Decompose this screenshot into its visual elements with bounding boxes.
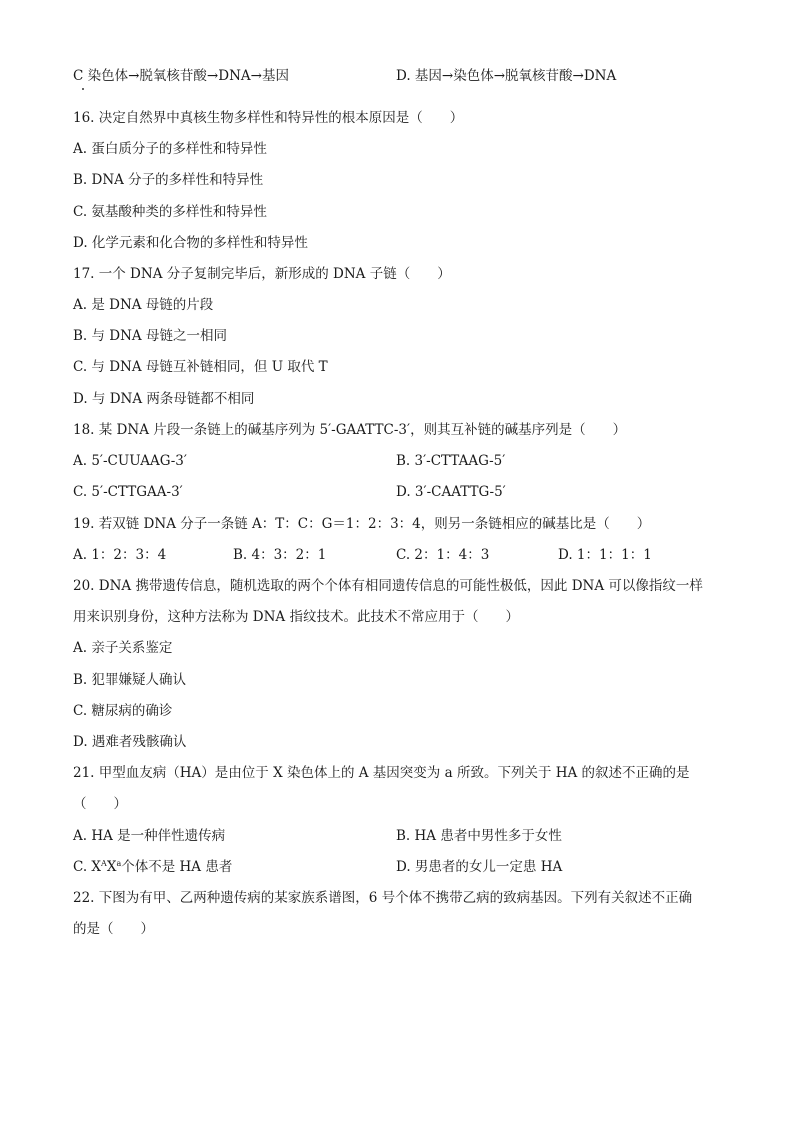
q18-option-a: A. 5′-CUUAAG-3′	[73, 453, 187, 469]
q22-stem-line2: 的是（ ）	[73, 921, 154, 937]
q16-stem: 16. 决定自然界中真核生物多样性和特异性的根本原因是（ ）	[73, 110, 464, 126]
q21-stem-line1: 21. 甲型血友病（HA）是由位于 X 染色体上的 A 基因突变为 a 所致。下列关于 HA 的叙述不正确的是	[73, 765, 690, 781]
q16-option-d: D. 化学元素和化合物的多样性和特异性	[73, 235, 308, 251]
q21-option-c-mid: X	[106, 859, 117, 875]
q19-option-a: A. 1：2：3：4	[73, 547, 167, 563]
q20-option-d: D. 遇难者残骸确认	[73, 734, 187, 750]
q19-stem: 19. 若双链 DNA 分子一条链 A：T：C：G＝1：2：3：4，则另一条链相应的碱基比是（ ）	[73, 516, 651, 532]
q21-option-d: D. 男患者的女儿一定患 HA	[396, 859, 563, 875]
q16-option-c: C. 氨基酸种类的多样性和特异性	[73, 204, 267, 220]
q18-stem: 18. 某 DNA 片段一条链上的碱基序列为 5′-GAATTC-3′，则其互补链的碱基序列是（ ）	[73, 422, 627, 438]
q20-option-a: A. 亲子关系鉴定	[73, 640, 173, 656]
q21-option-a: A. HA 是一种伴性遗传病	[73, 828, 226, 844]
q19-option-b: B. 4：3：2：1	[233, 547, 327, 563]
q16-option-b: B. DNA 分子的多样性和特异性	[73, 172, 264, 188]
q17-stem: 17. 一个 DNA 分子复制完毕后，新形成的 DNA 子链（ ）	[73, 266, 451, 282]
q15-option-c: C 染色体→脱氧核苷酸→DNA→基因	[73, 68, 289, 84]
q21-option-b: B. HA 患者中男性多于女性	[396, 828, 562, 844]
q19-option-d: D. 1：1：1：1	[558, 547, 652, 563]
q15-option-d: D. 基因→染色体→脱氧核苷酸→DNA	[396, 68, 617, 84]
q21-option-c-suffix: 个体不是 HA 患者	[121, 859, 233, 875]
q16-option-a: A. 蛋白质分子的多样性和特异性	[73, 141, 267, 157]
q20-stem-line1: 20. DNA 携带遗传信息，随机选取的两个个体有相同遗传信息的可能性极低，因此 DNA 可以像指纹一样	[73, 578, 703, 594]
q19-option-c: C. 2：1：4：3	[396, 547, 490, 563]
q21-option-c-sup1: A	[101, 859, 107, 868]
q18-option-c: C. 5′-CTTGAA-3′	[73, 484, 183, 500]
q20-option-b: B. 犯罪嫌疑人确认	[73, 672, 187, 688]
q20-option-c: C. 糖尿病的确诊	[73, 703, 173, 719]
q21-stem-line2: （ ）	[73, 796, 127, 812]
q17-option-c: C. 与 DNA 母链互补链相同，但 U 取代 T	[73, 359, 328, 375]
q18-option-b: B. 3′-CTTAAG-5′	[396, 453, 506, 469]
q22-stem-line1: 22. 下图为有甲、乙两种遗传病的某家族系谱图，6 号个体不携带乙病的致病基因。下列有关叙述不正确	[73, 890, 693, 906]
stray-dot	[82, 88, 84, 90]
q17-option-b: B. 与 DNA 母链之一相同	[73, 328, 227, 344]
q17-option-a: A. 是 DNA 母链的片段	[73, 297, 214, 313]
q21-option-c-prefix: C. X	[73, 859, 102, 875]
q21-option-c-sup2: a	[116, 859, 122, 868]
q17-option-d: D. 与 DNA 两条母链都不相同	[73, 391, 255, 407]
q18-option-d: D. 3′-CAATTG-5′	[396, 484, 506, 500]
q20-stem-line2: 用来识别身份，这种方法称为 DNA 指纹技术。此技术不常应用于（ ）	[73, 609, 519, 625]
q21-option-c	[73, 858, 232, 876]
